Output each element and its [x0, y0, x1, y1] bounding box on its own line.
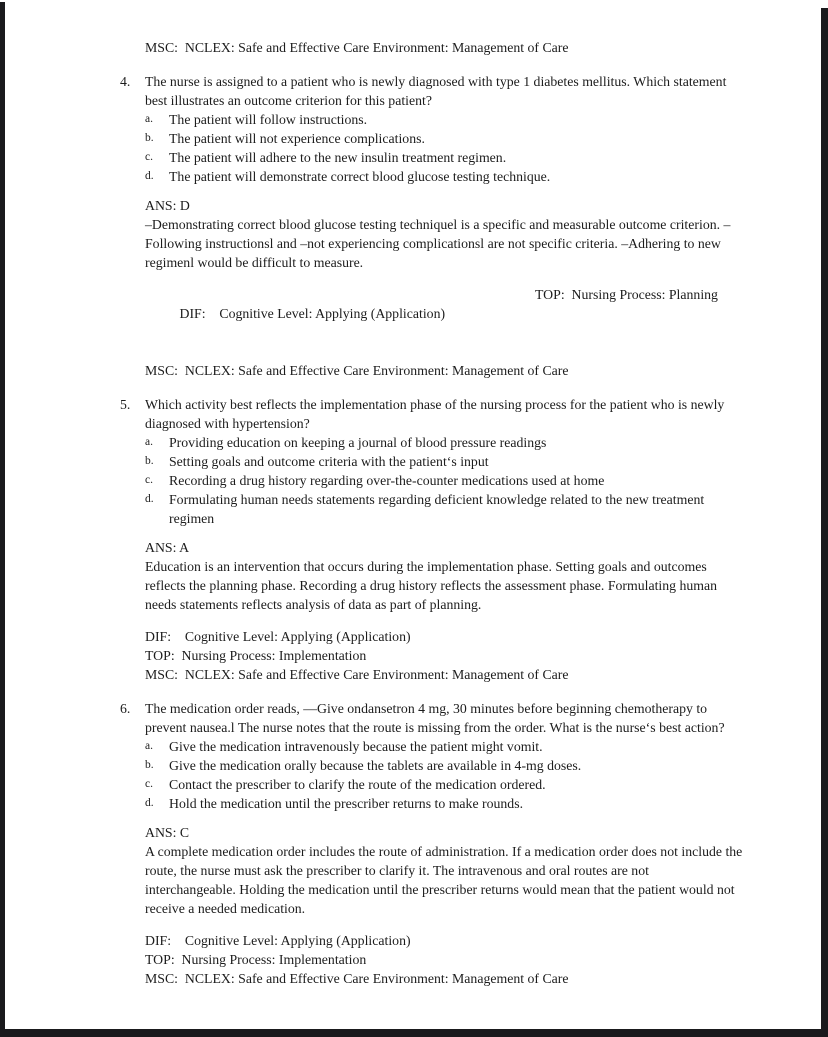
answer-option [145, 471, 743, 490]
option-text: Give the medication intravenously because the patient might vomit. [169, 739, 543, 754]
question-row [120, 72, 740, 110]
page-edge-bottom [0, 1029, 828, 1037]
meta-block [145, 627, 743, 684]
page-edge-right [821, 8, 828, 1037]
option-letter: b. [145, 759, 154, 771]
answer-block [145, 196, 743, 272]
answer-option [145, 737, 743, 756]
top-line: TOP: Nursing Process: Implementation [145, 952, 367, 967]
question-block-6 [120, 699, 743, 988]
question-block-5 [120, 395, 740, 684]
answer-block [145, 538, 743, 614]
question-number: 4. [120, 74, 131, 89]
option-text: The patient will not experience complications. [169, 131, 425, 146]
question-number: 5. [120, 397, 131, 412]
option-letter: a. [145, 740, 153, 752]
options-list [145, 433, 743, 528]
option-letter: a. [145, 113, 153, 125]
options-list [145, 110, 743, 186]
dif-line: DIF: Cognitive Level: Applying (Application) [145, 629, 411, 644]
meta-block [145, 931, 743, 988]
question-stem: Which activity best reflects the implementation phase of the nursing process for the patient who is newly diagnosed with hypertension? [145, 397, 725, 431]
rationale: –Demonstrating correct blood glucose testing techniquel is a specific and measurable outcome criterion. –Following instructionsl and –not experiencing complicationsl are not specific criteria. –Adhering to new regimenl would be difficult to measure. [145, 217, 731, 270]
answer-line: ANS: A [145, 540, 190, 555]
options-list [145, 737, 743, 813]
question-block-4 [120, 72, 740, 380]
option-letter: a. [145, 436, 153, 448]
dif-line: DIF: Cognitive Level: Applying (Application) [145, 933, 411, 948]
top-line: TOP: Nursing Process: Implementation [145, 648, 367, 663]
answer-line: ANS: C [145, 825, 190, 840]
option-letter: d. [145, 493, 154, 505]
option-text: The patient will follow instructions. [169, 112, 368, 127]
question-stem: The medication order reads, —Give ondansetron 4 mg, 30 minutes before beginning chemotherapy to prevent nausea.l The nurse notes that the route is missing from the order. What is the nurse‘s best action? [145, 701, 725, 735]
top-text: TOP: Nursing Process: Planning [535, 287, 718, 302]
dif-text: DIF: Cognitive Level: Applying (Application) [179, 306, 446, 321]
option-letter: b. [145, 132, 154, 144]
answer-option [145, 756, 743, 775]
answer-option [145, 775, 743, 794]
page-edge-left [0, 2, 5, 1037]
rationale: A complete medication order includes the route of administration. If a medication order does not include the route, the nurse must ask the prescriber to clarify it. The intravenous and oral routes are not interchangeable. Holding the medication until the prescriber returns would mean that the patient would not receive a needed medication. [145, 844, 743, 916]
question-stem: The nurse is assigned to a patient who is newly diagnosed with type 1 diabetes mellitus. Which statement best illustrates an outcome criterion for this patient? [145, 74, 727, 108]
option-text: Formulating human needs statements regarding deficient knowledge related to the new treatment regimen [169, 492, 705, 526]
question-row [120, 395, 740, 433]
answer-option [145, 490, 743, 528]
answer-option [145, 167, 743, 186]
question-number: 6. [120, 701, 131, 716]
meta-block [145, 285, 743, 380]
rationale: Education is an intervention that occurs during the implementation phase. Setting goals and outcomes reflects the planning phase. Recording a drug history reflects the assessment phase. Formulating human needs statements reflects analysis of data as part of planning. [145, 559, 718, 612]
answer-option [145, 129, 743, 148]
option-text: The patient will demonstrate correct blood glucose testing technique. [169, 169, 551, 184]
option-text: The patient will adhere to the new insulin treatment regimen. [169, 150, 507, 165]
answer-option [145, 794, 743, 813]
dif-line [145, 285, 743, 361]
answer-block [145, 823, 743, 918]
option-text: Give the medication orally because the tablets are available in 4-mg doses. [169, 758, 582, 773]
msc-line: MSC: NCLEX: Safe and Effective Care Environment: Management of Care [145, 971, 569, 986]
msc-header-line: MSC: NCLEX: Safe and Effective Care Environment: Management of Care [145, 40, 569, 55]
answer-option [145, 110, 743, 129]
option-text: Providing education on keeping a journal of blood pressure readings [169, 435, 547, 450]
answer-line: ANS: D [145, 198, 190, 213]
option-letter: d. [145, 797, 154, 809]
option-letter: c. [145, 151, 153, 163]
msc-line: MSC: NCLEX: Safe and Effective Care Environment: Management of Care [145, 363, 569, 378]
question-row [120, 699, 740, 737]
option-letter: b. [145, 455, 154, 467]
option-text: Contact the prescriber to clarify the route of the medication ordered. [169, 777, 546, 792]
option-letter: c. [145, 474, 153, 486]
answer-option [145, 452, 743, 471]
option-text: Recording a drug history regarding over-the-counter medications used at home [169, 473, 605, 488]
option-text: Setting goals and outcome criteria with the patient‘s input [169, 454, 489, 469]
answer-option [145, 433, 743, 452]
msc-line: MSC: NCLEX: Safe and Effective Care Environment: Management of Care [145, 667, 569, 682]
option-letter: d. [145, 170, 154, 182]
answer-option [145, 148, 743, 167]
option-text: Hold the medication until the prescriber returns to make rounds. [169, 796, 524, 811]
option-letter: c. [145, 778, 153, 790]
